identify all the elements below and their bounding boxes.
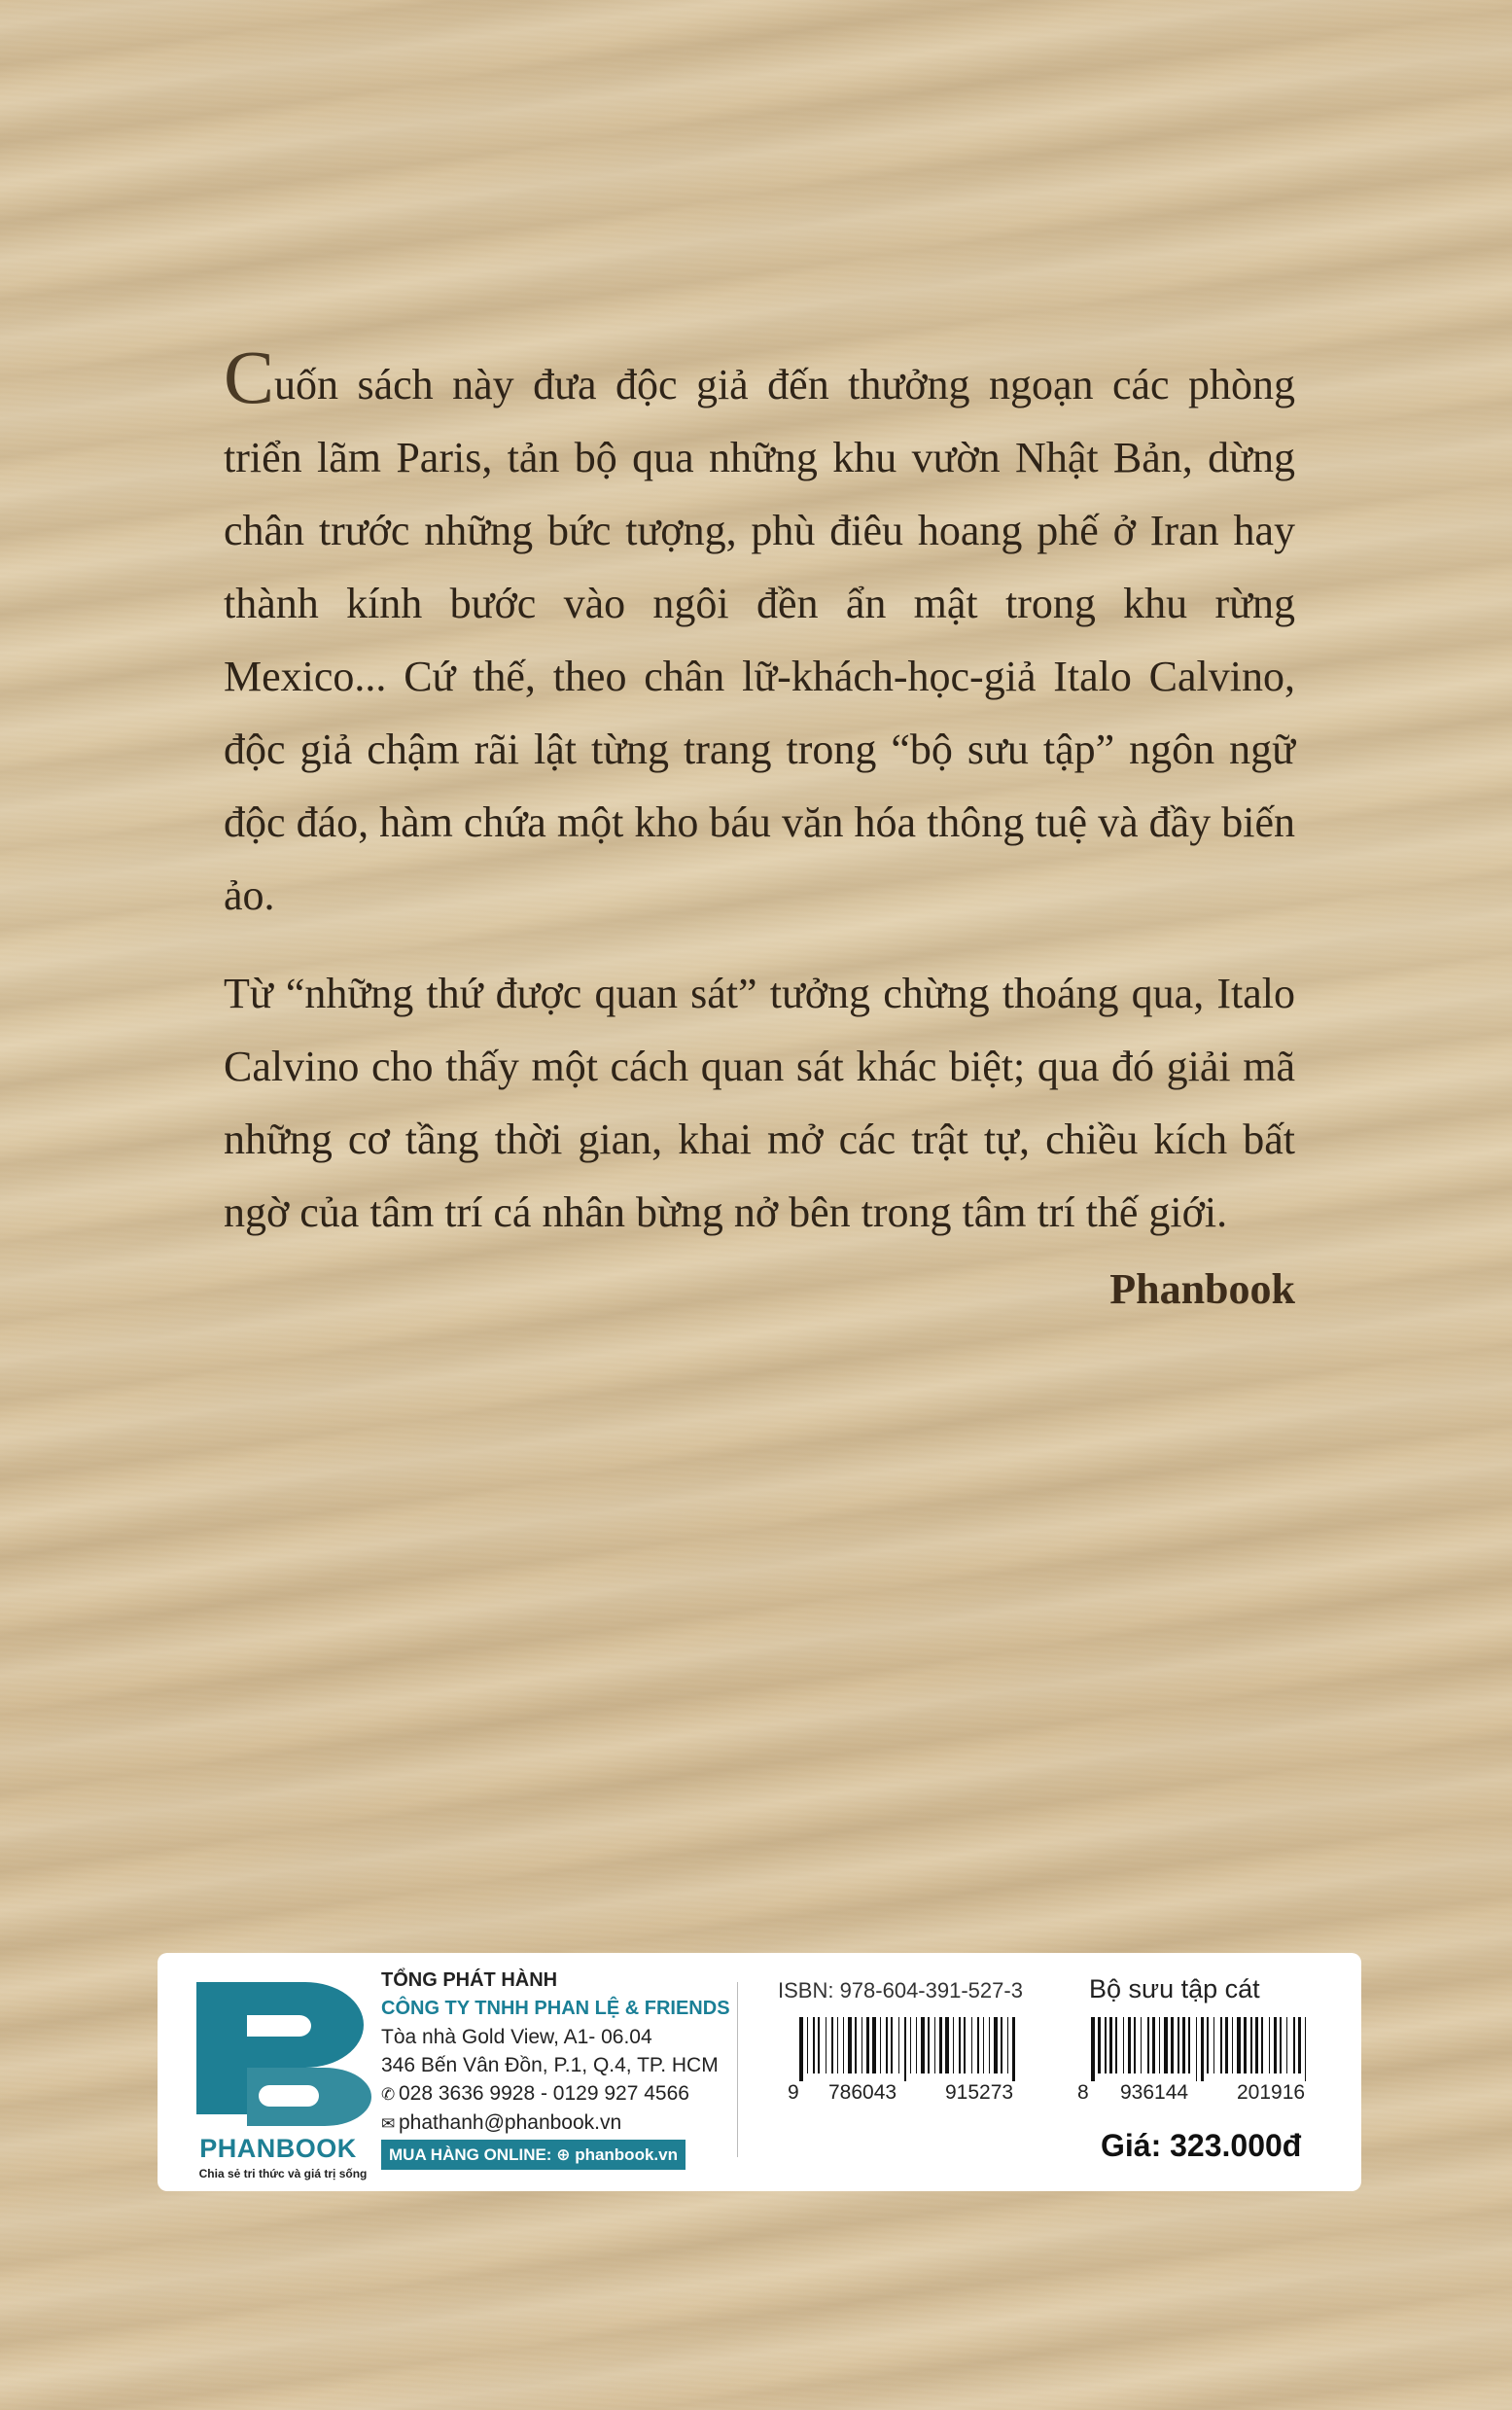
- barcode-bar: [1280, 2017, 1282, 2073]
- barcode-bar: [1188, 2017, 1190, 2073]
- barcode-bar: [1152, 2017, 1155, 2073]
- barcode-bar: [866, 2017, 869, 2073]
- barcode-bar: [1269, 2017, 1270, 2073]
- barcode1-lead: 9: [788, 2081, 799, 2104]
- barcode1-group1: 786043: [828, 2081, 897, 2104]
- price-barcode: [1077, 2017, 1320, 2081]
- barcode-bar: [886, 2017, 888, 2073]
- barcode-bar: [1255, 2017, 1258, 2073]
- barcode-bar: [971, 2017, 972, 2073]
- shop-label: MUA HÀNG ONLINE:: [389, 2145, 552, 2164]
- shop-site: phanbook.vn: [575, 2145, 678, 2164]
- distributor-heading: TỔNG PHÁT HÀNH: [381, 1969, 558, 1991]
- phone-number: 028 3636 9928 - 0129 927 4566: [399, 2082, 689, 2105]
- publisher-info-box: [158, 1953, 1361, 2191]
- mail-icon: ✉: [381, 2114, 396, 2133]
- distributor-info: [381, 1967, 731, 2170]
- barcode-bar: [1207, 2017, 1209, 2073]
- barcode-bar: [1109, 2017, 1112, 2073]
- barcode-bar: [1213, 2017, 1214, 2073]
- barcode-bar: [1123, 2017, 1124, 2073]
- barcode-bar: [1164, 2017, 1168, 2073]
- barcode-bar: [813, 2017, 815, 2073]
- barcode-bar: [818, 2017, 820, 2073]
- barcode-bar: [1147, 2017, 1149, 2073]
- barcode-bar: [1220, 2017, 1222, 2073]
- barcode2-lead: 8: [1077, 2081, 1089, 2104]
- email-row: [381, 2109, 731, 2138]
- barcode-bar: [891, 2017, 893, 2073]
- barcode-bar: [837, 2017, 838, 2073]
- barcode-bar: [1105, 2017, 1107, 2073]
- drop-cap: C: [224, 335, 275, 419]
- barcode-bar: [848, 2017, 852, 2073]
- barcode-bar: [934, 2017, 935, 2073]
- barcode-bar: [939, 2017, 942, 2073]
- barcode-bar: [1171, 2017, 1174, 2073]
- barcode-bar: [1237, 2017, 1241, 2073]
- barcode-bar: [1298, 2017, 1301, 2073]
- logo-tagline: Chia sẻ tri thức và giá trị sống: [198, 2167, 368, 2180]
- barcode-bar: [977, 2017, 979, 2073]
- barcode-bar: [910, 2017, 911, 2073]
- blurb-paragraph-1-text: uốn sách này đưa độc giả đến thưởng ngoạn các phòng triển lãm Paris, tản bộ qua những khu vườn Nhật Bản, dừng chân trước những bức tượng, phù điêu hoang phế ở Iran hay thành kính bước vào ngôi đền ẩn mật trong khu rừng Mexico... Cứ thế, theo chân lữ-khách-học-giả Italo Calvino, độc giả chậm rãi lật từng trang trong “bộ sưu tập” ngôn ngữ độc đáo, hàm chứa một kho báu văn hóa thông tuệ và đầy biến ảo.: [224, 361, 1295, 919]
- distributor-company: CÔNG TY TNHH PHAN LỆ & FRIENDS: [381, 1998, 730, 2019]
- address-line-2: 346 Bến Vân Đồn, P.1, Q.4, TP. HCM: [381, 2054, 719, 2076]
- barcode-bar: [799, 2017, 803, 2081]
- barcode-bar: [904, 2017, 906, 2081]
- barcode-bar: [1261, 2017, 1263, 2073]
- barcode-bar: [994, 2017, 998, 2073]
- barcode-bar: [1244, 2017, 1247, 2073]
- barcode-bar: [1012, 2017, 1015, 2081]
- barcode-bar: [1250, 2017, 1252, 2073]
- barcode-bar: [1201, 2017, 1204, 2081]
- barcode-bar: [1293, 2017, 1295, 2073]
- online-shop-banner: [381, 2140, 686, 2170]
- barcode-bar: [831, 2017, 833, 2073]
- barcode-bar: [898, 2017, 899, 2073]
- barcode-bar: [1159, 2017, 1160, 2073]
- barcode-bar: [1134, 2017, 1136, 2073]
- logo-wordmark: PHANBOOK: [199, 2134, 357, 2163]
- divider: [737, 1982, 738, 2157]
- blurb-paragraph-2: Từ “những thứ được quan sát” tưởng chừng thoáng qua, Italo Calvino cho thấy một cách quan sát khác biệt; qua đó giải mã những cơ tầng thời gian, khai mở các trật tự, chiều kích bất ngờ của tâm trí cá nhân bừng nở bên trong tâm trí thế giới.: [224, 970, 1295, 1236]
- email-address: phathanh@phanbook.vn: [399, 2111, 622, 2134]
- barcode-bar: [1196, 2017, 1197, 2081]
- barcode-bar: [989, 2017, 990, 2073]
- barcode-bar: [861, 2017, 862, 2073]
- barcode-bar: [1007, 2017, 1008, 2073]
- barcode2-group1: 936144: [1120, 2081, 1189, 2104]
- phone-icon: ✆: [381, 2085, 396, 2104]
- barcode-bar: [959, 2017, 961, 2073]
- barcode-bar: [953, 2017, 954, 2073]
- barcode-bar: [945, 2017, 949, 2073]
- barcode-bar: [855, 2017, 857, 2073]
- barcode-bar: [1182, 2017, 1185, 2073]
- barcode-bar: [921, 2017, 925, 2073]
- isbn-barcode: [786, 2017, 1029, 2081]
- barcode-bar: [1001, 2017, 1002, 2073]
- isbn-label: ISBN: 978-604-391-527-3: [778, 1978, 1023, 2002]
- publisher-signature: Phanbook: [1109, 1265, 1295, 1313]
- barcode1-group2: 915273: [945, 2081, 1014, 2104]
- barcode-bar: [843, 2017, 844, 2073]
- barcode-bar: [1274, 2017, 1277, 2073]
- globe-icon: ⊕: [556, 2145, 571, 2164]
- barcode-bar: [1178, 2017, 1179, 2073]
- barcode-bar: [1128, 2017, 1131, 2073]
- phanbook-p-logo-icon: [179, 1970, 377, 2126]
- price-label: Giá: 323.000đ: [1101, 2128, 1302, 2163]
- barcode-bar: [1098, 2017, 1101, 2073]
- address-line-1: Tòa nhà Gold View, A1- 06.04: [381, 2026, 652, 2048]
- blurb-text: [224, 335, 1295, 1326]
- barcode2-group2: 201916: [1237, 2081, 1306, 2104]
- barcode-bar: [880, 2017, 881, 2073]
- barcode-bar: [928, 2017, 930, 2073]
- barcode-bar: [1141, 2017, 1142, 2073]
- barcode-bar: [916, 2017, 917, 2073]
- barcode-bar: [1232, 2017, 1233, 2073]
- barcode-bar: [1115, 2017, 1117, 2073]
- barcode-bar: [983, 2017, 984, 2073]
- barcode-bar: [807, 2017, 808, 2073]
- phone-row: [381, 2079, 731, 2109]
- barcode-bar: [964, 2017, 966, 2073]
- barcode-bar: [1091, 2017, 1095, 2081]
- barcode-bar: [1305, 2017, 1306, 2081]
- barcode-bar: [1286, 2017, 1287, 2073]
- blurb-paragraph-1: [224, 335, 1295, 932]
- book-title-label: Bộ sưu tập cát: [1089, 1974, 1260, 2003]
- barcode-bar: [872, 2017, 876, 2073]
- barcode-bar: [1225, 2017, 1228, 2073]
